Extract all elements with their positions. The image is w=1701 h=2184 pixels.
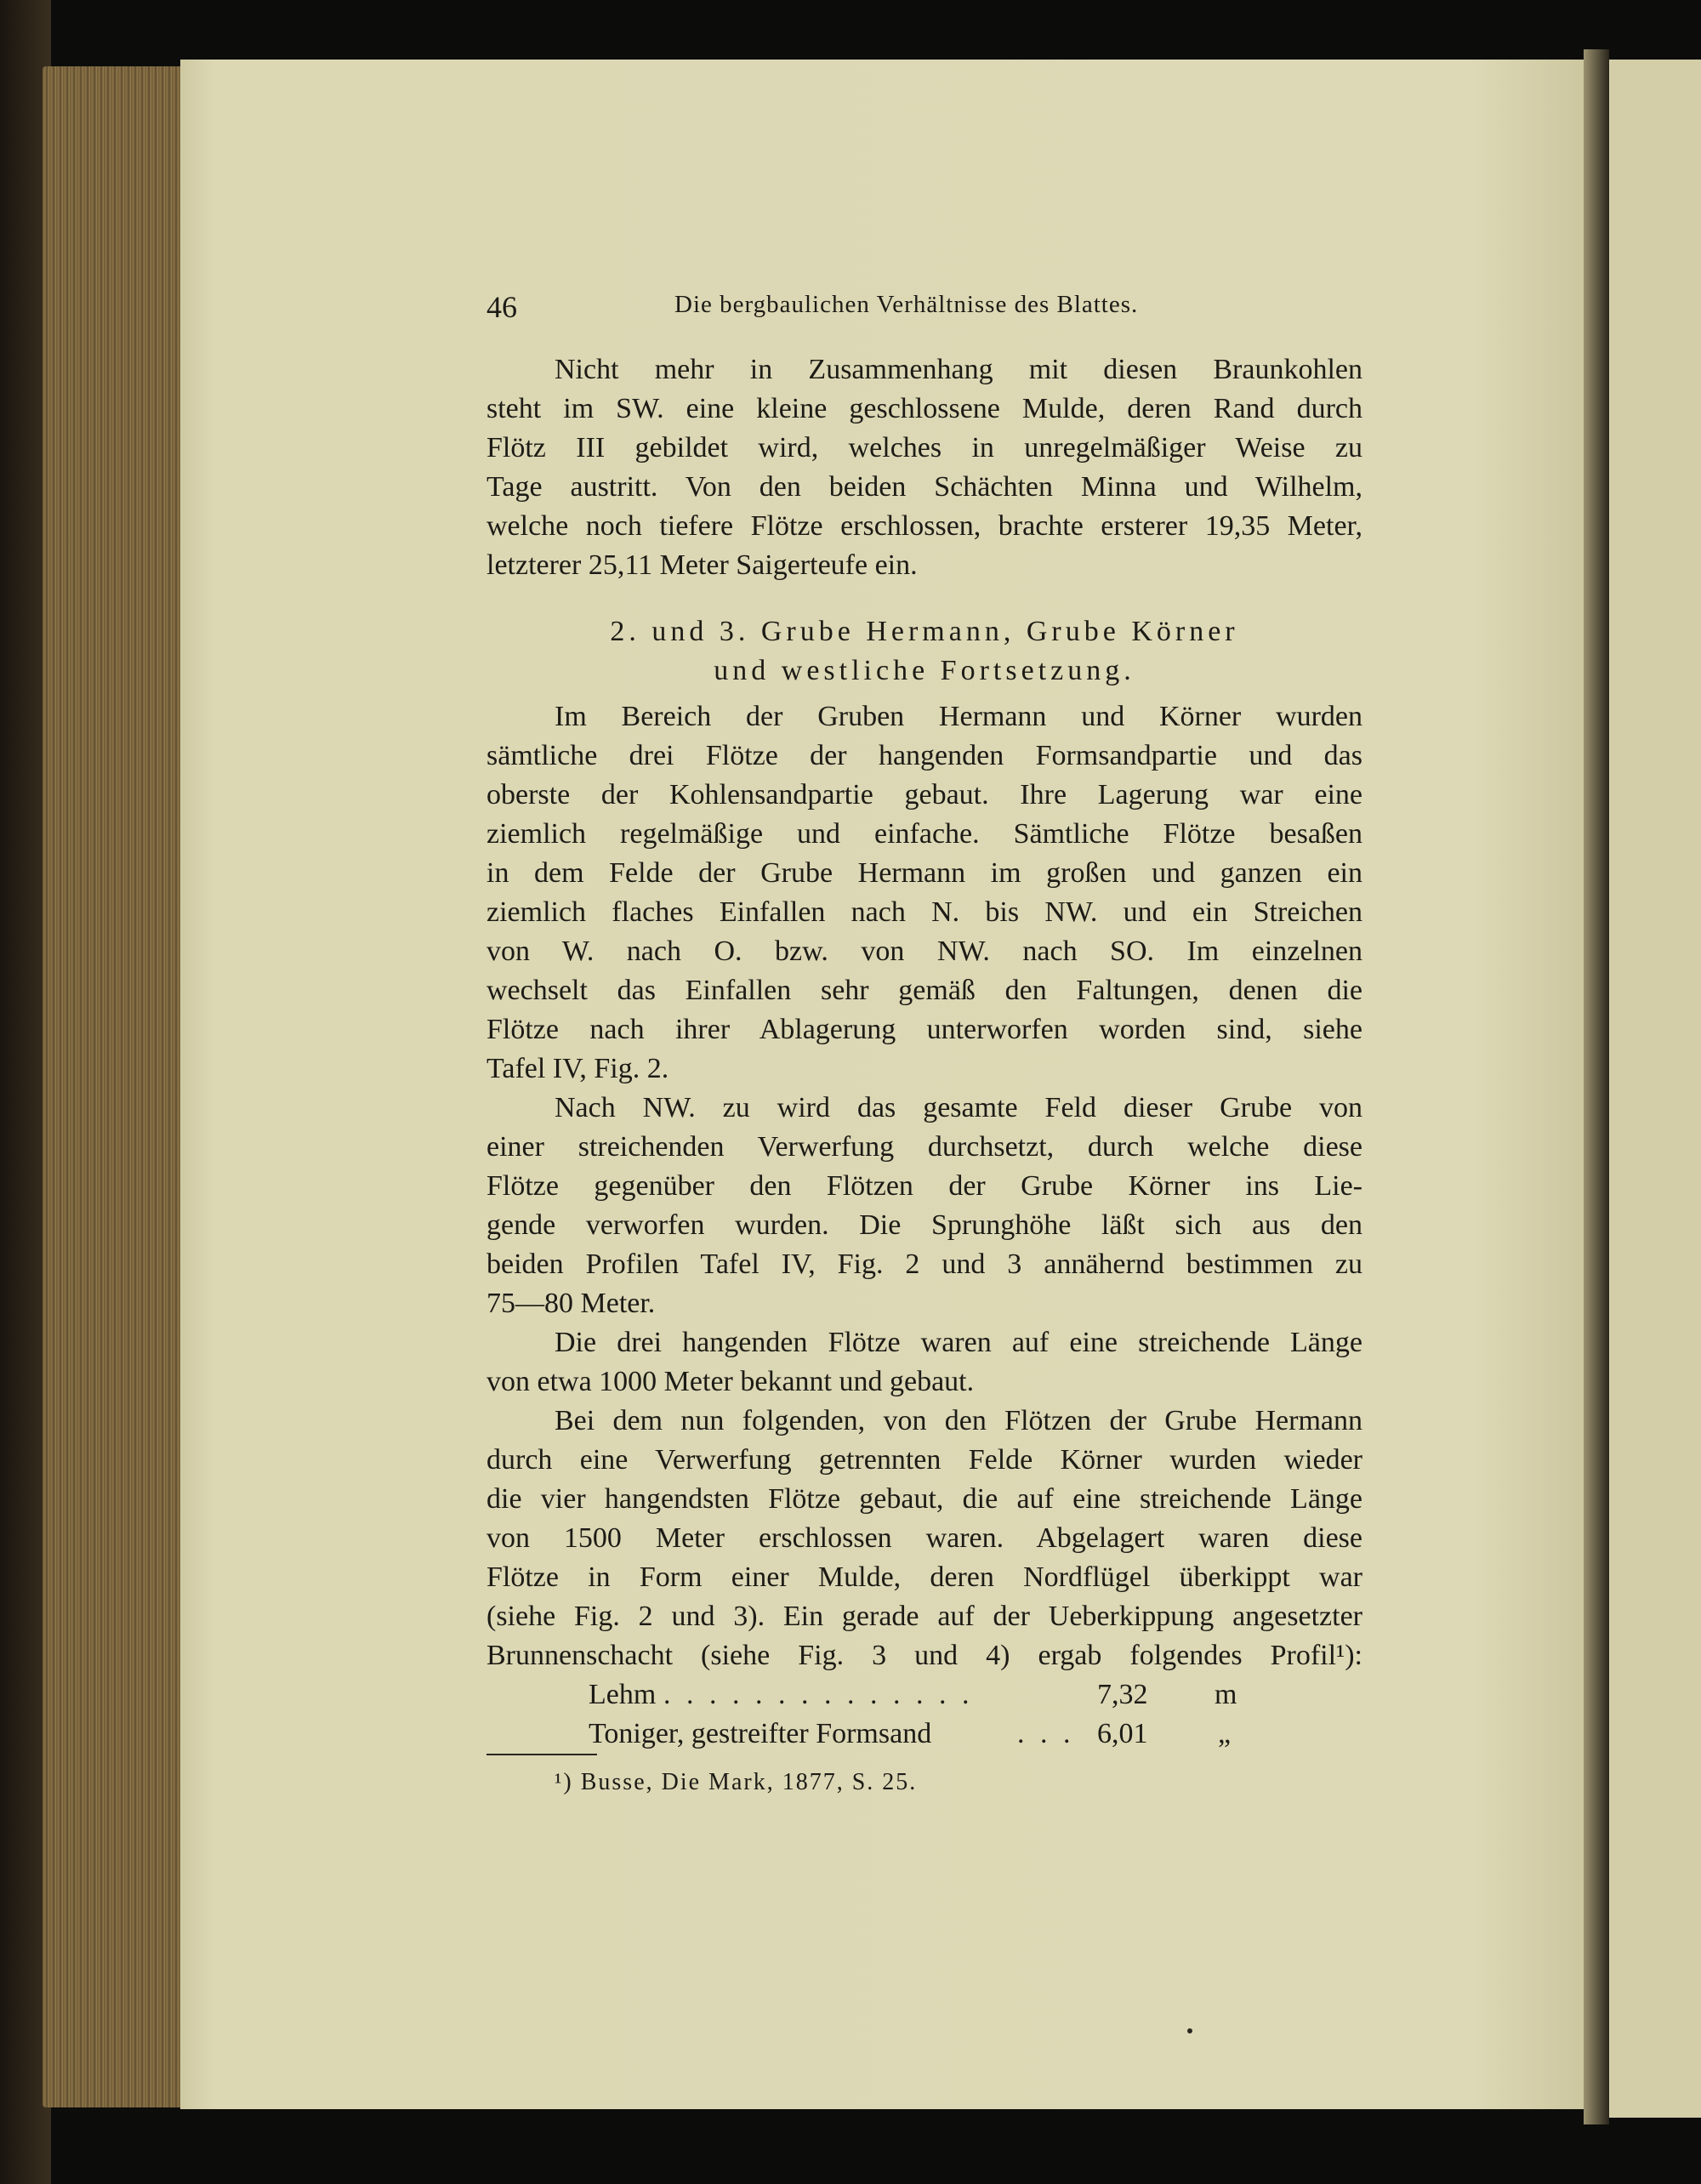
text-line: Bei dem nun folgenden, von den Flötzen der Grube Hermann [555,1405,1363,1436]
page-number: 46 [486,290,517,324]
text-line: letzterer 25,11 Meter Saigerteufe ein. [486,549,918,581]
profile-layer: Toniger, gestreifter Formsand [589,1718,932,1749]
page-edges [43,66,187,2107]
text-line: ziemlich flaches Einfallen nach N. bis NW. und ein Streichen [486,896,1363,928]
text-line: in dem Felde der Grube Hermann im großen und ganzen ein [486,857,1363,889]
text-line: wechselt das Einfallen sehr gemäß den Faltungen, denen die [486,975,1363,1006]
text-line: Nicht mehr in Zusammenhang mit diesen Braunkohlen [555,354,1363,385]
profile-layer: Lehm [589,1679,657,1710]
text-line: steht im SW. eine kleine geschlossene Mulde, deren Rand durch [486,393,1363,424]
text-line: oberste der Kohlensandpartie gebaut. Ihre Lagerung war eine [486,779,1363,810]
section-heading-continued: und westliche Fortsetzung. [714,655,1135,686]
footnote: ¹) Busse, Die Mark, 1877, S. 25. [555,1769,918,1795]
section-heading: 2. und 3. Grube Hermann, Grube Körner [610,616,1239,647]
text-line: die vier hangendsten Flötze gebaut, die auf eine streichende Länge [486,1483,1363,1515]
text-line: von etwa 1000 Meter bekannt und gebaut. [486,1366,975,1397]
text-line: Im Bereich der Gruben Hermann und Körner wurden [555,701,1363,732]
ink-speck [1187,2028,1192,2033]
profile-value: 6,01 [1097,1718,1148,1749]
text-line: ziemlich regelmäßige und einfache. Sämtliche Flötze besaßen [486,818,1363,850]
profile-leader: . . . . . . . . . . . . . . [663,1679,974,1710]
text-line: Tage austritt. Von den beiden Schächten Minna und Wilhelm, [486,471,1363,503]
text-line: Flötze nach ihrer Ablagerung unterworfen worden sind, siehe [486,1014,1363,1045]
text-line: 75—80 Meter. [486,1288,656,1319]
book-gutter [1584,49,1609,2124]
text-line: (siehe Fig. 2 und 3). Ein gerade auf der Ueberkippung angesetzter [486,1601,1363,1632]
text-line: Die drei hangenden Flötze waren auf eine streichende Länge [555,1327,1363,1358]
text-line: gende verworfen wurden. Die Sprunghöhe läßt sich aus den [486,1209,1363,1241]
text-line: einer streichenden Verwerfung durchsetzt, durch welche diese [486,1131,1363,1163]
text-line: von 1500 Meter erschlossen waren. Abgelagert waren diese [486,1522,1363,1554]
text-line: welche noch tiefere Flötze erschlossen, brachte ersterer 19,35 Meter, [486,510,1363,542]
text-line: Brunnenschacht (siehe Fig. 3 und 4) ergab folgendes Profil¹): [486,1640,1363,1671]
text-line: beiden Profilen Tafel IV, Fig. 2 und 3 annähernd bestimmen zu [486,1248,1363,1280]
profile-unit: „ [1218,1718,1232,1749]
text-line: von W. nach O. bzw. von NW. nach SO. Im einzelnen [486,936,1363,967]
profile-value: 7,32 [1097,1679,1148,1710]
text-line: Flötze gegenüber den Flötzen der Grube Körner ins Lie- [486,1170,1363,1202]
profile-unit: m [1215,1679,1237,1710]
text-line: Flötze in Form einer Mulde, deren Nordflügel überkippt war [486,1561,1363,1593]
profile-leader: . . . [1017,1718,1075,1749]
text-line: durch eine Verwerfung getrennten Felde Körner wurden wieder [486,1444,1363,1476]
text-line: Tafel IV, Fig. 2. [486,1053,669,1084]
footnote-rule [486,1754,597,1755]
text-line: Nach NW. zu wird das gesamte Feld dieser Grube von [555,1092,1363,1123]
text-line: sämtliche drei Flötze der hangenden Formsandpartie und das [486,740,1363,771]
running-title: Die bergbaulichen Verhältnisse des Blattes. [674,291,1139,318]
text-line: Flötz III gebildet wird, welches in unregelmäßiger Weise zu [486,432,1363,464]
facing-page-edge [1609,60,1701,2118]
